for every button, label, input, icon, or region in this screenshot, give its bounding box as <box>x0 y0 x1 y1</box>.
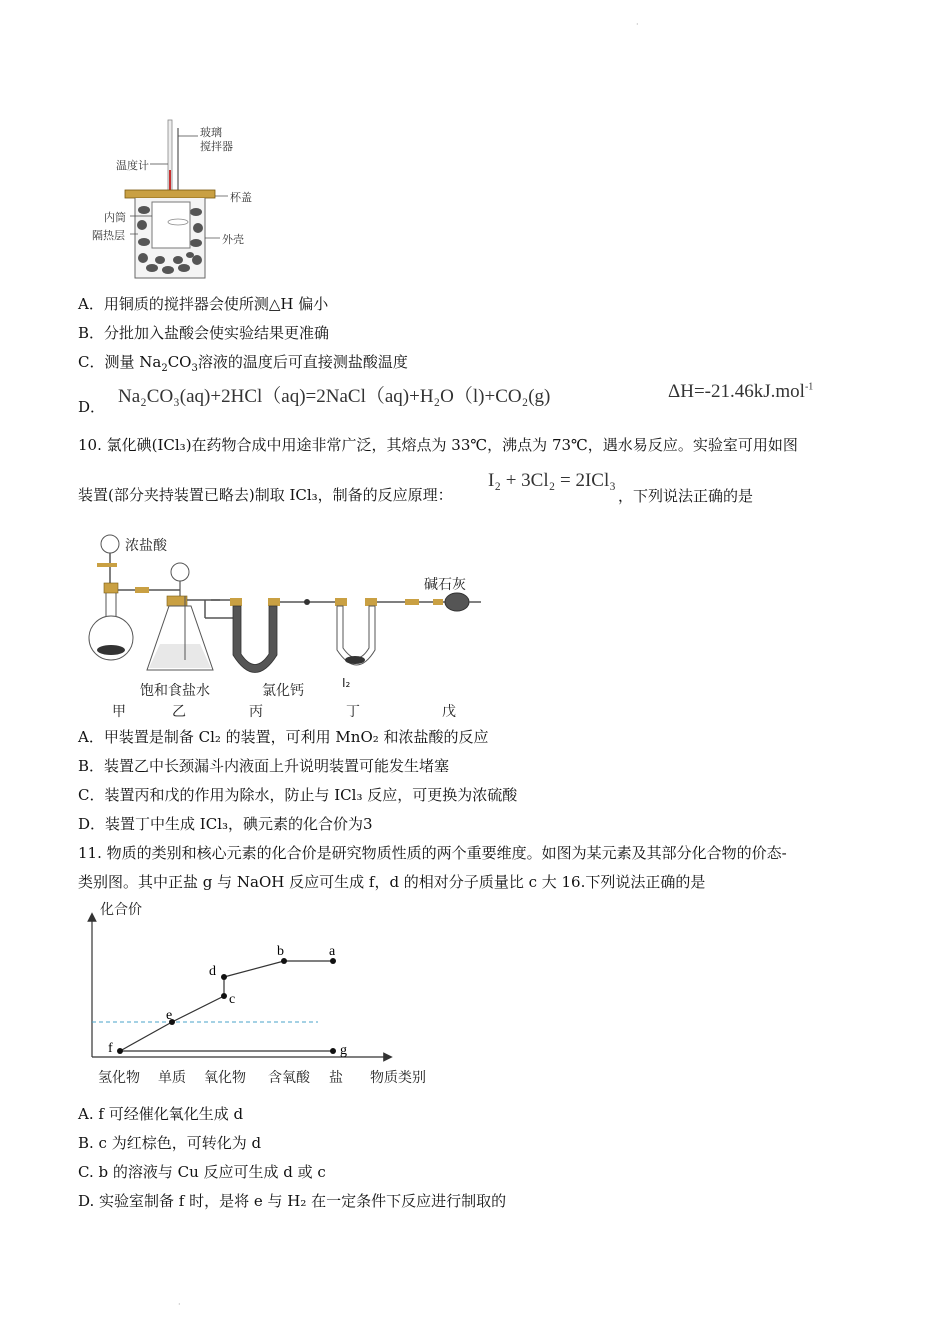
label-i2: I₂ <box>342 676 351 690</box>
q9-option-a <box>78 294 328 314</box>
q9-option-a-text: A．用铜质的搅拌器会使所测 <box>78 295 269 313</box>
point-c <box>221 993 227 999</box>
point-d <box>221 974 227 980</box>
label-inner: 内筒 <box>104 211 126 224</box>
label-e: e <box>166 1008 173 1023</box>
q10-stem-line2-post: ，下列说法正确的是 <box>618 487 754 505</box>
stopper-jia <box>104 583 118 593</box>
valence-category-chart <box>78 895 448 1090</box>
q10-stem-line1: 10. 氯化碘(ICl₃)在药物合成中用途非常广泛，其熔点为 33℃，沸点为 73℃，遇水易反应。实验室可用如图 <box>78 436 798 454</box>
q11-option-a: A. f 可经催化氧化生成 d <box>78 1105 244 1123</box>
q9-option-c-post: 溶液的温度后可直接测盐酸温度 <box>197 353 408 371</box>
cat-hydride: 氢化物 <box>98 1070 140 1086</box>
label-thermometer: 温度计 <box>116 159 149 172</box>
q11-option-c: C. b 的溶液与 Cu 反应可生成 d 或 c <box>78 1163 326 1181</box>
label-sat-brine: 饱和食盐水 <box>140 683 210 699</box>
q9-option-c-mid: CO <box>167 353 192 371</box>
q9-option-b: B．分批加入盐酸会使实验结果更准确 <box>78 324 330 342</box>
point-g <box>330 1048 336 1054</box>
label-ding: 丁 <box>346 704 360 720</box>
q9-dh-text: ΔH=-21.46kJ.mol <box>668 381 805 402</box>
u-tube-bing <box>233 606 277 673</box>
q10-option-d: D．装置丁中生成 ICl₃，碘元素的化合价为3 <box>78 815 373 833</box>
label-d: d <box>209 964 216 979</box>
separatory-funnel <box>101 535 119 553</box>
label-b: b <box>277 944 284 959</box>
q9-option-c-pre: C．测量 Na <box>78 353 162 371</box>
point-f <box>117 1048 123 1054</box>
label-yi: 乙 <box>172 704 186 720</box>
q10-option-a: A．甲装置是制备 Cl₂ 的装置，可利用 MnO₂ 和浓盐酸的反应 <box>78 728 489 746</box>
q11-stem-line2: 类别图。其中正盐 g 与 NaOH 反应可生成 f，d 的相对分子质量比 c 大 16.下列说法正确的是 <box>78 873 706 891</box>
label-jia: 甲 <box>112 704 126 720</box>
label-soda-lime: 碱石灰 <box>424 577 466 593</box>
q9-option-d-enthalpy <box>668 381 813 403</box>
chart-ylabel: 化合价 <box>100 902 142 918</box>
q9-option-d-equation: Na₂CO₃(aq)+2HCl（aq)=2NaCl（aq)+H₂O（l)+CO₂(g) <box>118 386 551 407</box>
q11-stem-line1: 11. 物质的类别和核心元素的化合价是研究物质性质的两个重要维度。如图为某元素及其部分化合物的价态- <box>78 844 787 862</box>
label-bing: 丙 <box>249 704 263 720</box>
cat-element: 单质 <box>158 1070 186 1086</box>
series-line <box>120 961 333 1051</box>
bottom-mark: · <box>178 1300 181 1309</box>
label-shell: 外壳 <box>222 233 244 246</box>
label-f: f <box>108 1041 113 1056</box>
label-cacl2: 氯化钙 <box>262 683 304 699</box>
label-glass-stirrer: 玻璃 搅拌器 <box>200 126 233 153</box>
label-wu: 戊 <box>442 704 456 720</box>
label-insulation: 隔热层 <box>92 229 125 242</box>
label-conc-hcl: 浓盐酸 <box>125 538 167 554</box>
label-c: c <box>229 992 236 1007</box>
drying-tube-wu <box>445 593 469 611</box>
q11-option-b: B. c 为红棕色，可转化为 d <box>78 1134 262 1152</box>
q9-option-a-tail: △H 偏小 <box>268 295 329 313</box>
q10-option-c: C．装置丙和戊的作用为除水，防止与 ICl₃ 反应，可更换为浓硫酸 <box>78 786 518 804</box>
q9-option-c: C．测量 $Na_2CO_3$溶液的温度后可直接测盐酸温度 <box>78 353 408 374</box>
inner-cup <box>152 202 190 248</box>
label-lid: 杯盖 <box>230 191 252 204</box>
label-g: g <box>340 1043 347 1058</box>
q10-option-b: B．装置乙中长颈漏斗内液面上升说明装置可能发生堵塞 <box>78 757 450 775</box>
q11-option-d: D. 实验室制备 f 时，是将 e 与 H₂ 在一定条件下反应进行制取的 <box>78 1192 507 1210</box>
chart-xlabel: 物质类别 <box>370 1070 426 1086</box>
q9-dh-sup: -1 <box>804 381 814 393</box>
lid <box>125 190 215 198</box>
q9-option-d-label: D． <box>78 398 106 416</box>
cat-oxide: 氧化物 <box>204 1070 246 1086</box>
q10-reaction-equation: I₂ + 3Cl₂ = 2ICl₃ <box>488 470 616 491</box>
top-mark: · <box>636 20 639 29</box>
cat-oxyacid: 含氧酸 <box>268 1070 310 1086</box>
cat-salt: 盐 <box>329 1070 343 1086</box>
label-a: a <box>329 944 336 959</box>
q10-stem-line2-pre: 装置(部分夹持装置已略去)制取 ICl₃，制备的反应原理： <box>78 486 453 504</box>
